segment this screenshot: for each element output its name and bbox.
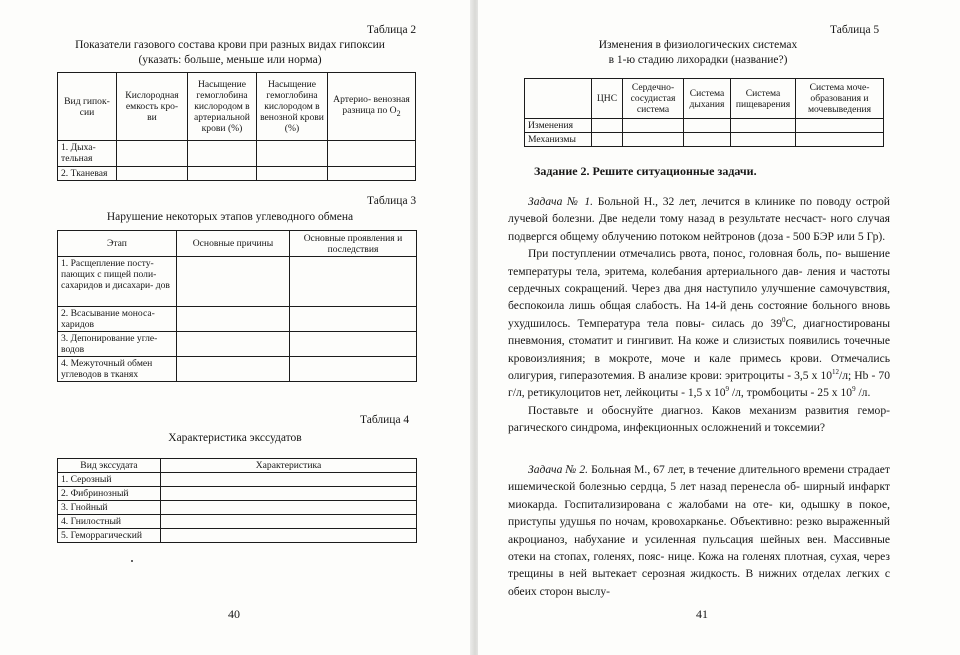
task-heading: Задание 2. Решите ситуационные задачи.: [534, 164, 757, 178]
table5: [524, 78, 884, 147]
table5-cell[interactable]: [731, 119, 796, 133]
table3-cell[interactable]: [177, 332, 290, 357]
table5-corner: [525, 79, 592, 119]
table2-header-text: Артерио- венозная разница по O: [333, 94, 410, 117]
table5-header: Система пищеварения: [731, 79, 796, 119]
task2-label: Задача № 2.: [528, 463, 589, 476]
table3-row-label: 2. Всасывание моноса- харидов: [58, 307, 177, 332]
table3-cell[interactable]: [290, 357, 417, 382]
table4-row-label: 2. Фибринозный: [58, 487, 161, 501]
table5-cell[interactable]: [623, 133, 684, 147]
table2-cell[interactable]: [328, 141, 416, 167]
table5-cell[interactable]: [796, 119, 884, 133]
table2-cell[interactable]: [117, 141, 188, 167]
table2-header: Насыщение гемоглобина кислородом в венозной крови (%): [257, 73, 328, 141]
table5-caption: Таблица 5: [830, 24, 880, 36]
table3-row-label: 3. Депонирование угле- водов: [58, 332, 177, 357]
table3-cell[interactable]: [177, 257, 290, 307]
table3-header: Основные проявления и последствия: [290, 231, 417, 257]
table5-cell[interactable]: [592, 119, 623, 133]
task1-paragraph2: При поступлении отмечались рвота, понос, головная боль, по- вышение температуры тела, эритема, колебания артериального дав- ления и частоты сердечных сокращений. Через два дня наступило улучшение самочувствия, беспокоила лишь общая слабость. На 14-й день состояние больного вновь ухудшилось. Температура тела повы- силась до 39: [508, 247, 890, 330]
table4-cell[interactable]: [161, 529, 417, 543]
table5-row-label: Механизмы: [525, 133, 592, 147]
table4-caption: Таблица 4: [360, 414, 410, 426]
table2-cell[interactable]: [257, 141, 328, 167]
table2-header-o2: [328, 73, 416, 141]
task1-label: Задача № 1.: [528, 195, 594, 208]
table4-header: Вид экссудата: [58, 459, 161, 473]
table3-cell[interactable]: [177, 307, 290, 332]
table3-title: Нарушение некоторых этапов углеводного обмена: [106, 211, 354, 223]
task1-paragraph2-cont: /л, тромбоциты - 25 х 10: [729, 386, 853, 400]
table2-title: [50, 38, 410, 68]
table2-cell[interactable]: [328, 167, 416, 181]
table2-title-line1: Показатели газового состава крови при разных видах гипоксии: [75, 39, 385, 51]
table4-cell[interactable]: [161, 515, 417, 529]
table2-cell[interactable]: [188, 167, 257, 181]
table2-cell[interactable]: [117, 167, 188, 181]
table3-cell[interactable]: [290, 307, 417, 332]
task1-paragraph2-cont: С, диагностированы пневмония, стоматит и гингивит. На коже и слизистых появились точечные кровоизлияния; в мокроте, моче и кале примесь крови. Отмечались олигурия, гиперазотемия. В анализе крови: эритроциты - 3,5 х 10: [508, 316, 890, 383]
table5-cell[interactable]: [796, 133, 884, 147]
exp9-sup: 9: [852, 385, 856, 394]
o2-subscript: 2: [396, 108, 401, 118]
exp9-sup: 9: [725, 385, 730, 394]
table4-header: Характеристика: [161, 459, 417, 473]
task2-paragraph: Больная М., 67 лет, в течение длительного времени страдает ишемической болезнью сердца, 5 лет назад перенесла об- ширный инфаркт миокарда. Госпитализирована с жалобами на оте- ки, одышку в покое, приступы удушья по ночам, кровохарканье. Объективно: резко выраженный акроцианоз, набухание и усиленная пульсация шейных вен. Массивные отеки на стопах, голенях, пояс- нице. Кожа на голенях плотная, сухая, через трещины в ней вытекает серозная жидкость. В нижних отделах легких с обеих сторон выслу-: [508, 463, 890, 598]
exp12-sup: 12: [832, 368, 840, 377]
table5-header: Система дыхания: [684, 79, 731, 119]
table4-cell[interactable]: [161, 487, 417, 501]
table2-header: Кислородная емкость кро- ви: [117, 73, 188, 141]
degree-sup: 0: [782, 315, 786, 324]
task1-question: Поставьте и обоснуйте диагноз. Каков механизм развития гемор- рагического синдрома, инфекционных осложнений и токсемии?: [508, 403, 890, 435]
table5-header: ЦНС: [592, 79, 623, 119]
table5-header: Сердечно- сосудистая система: [623, 79, 684, 119]
table5-cell[interactable]: [623, 119, 684, 133]
speck-mark: [131, 560, 133, 562]
page-number-right: 41: [696, 607, 708, 621]
task1-paragraph2-end: /л.: [855, 386, 871, 400]
table5-cell[interactable]: [684, 119, 731, 133]
table3-caption: Таблица 3: [367, 195, 417, 207]
table4: [57, 458, 417, 543]
table4-cell[interactable]: [161, 473, 417, 487]
table5-cell[interactable]: [731, 133, 796, 147]
task2-text: [508, 461, 890, 600]
table5-header: Система моче- образования и мочевыведения: [796, 79, 884, 119]
table2-row-label: 2. Тканевая: [58, 167, 117, 181]
table5-title-line1: Изменения в физиологических системах: [598, 39, 798, 51]
table4-cell[interactable]: [161, 501, 417, 515]
table4-row-label: 3. Гнойный: [58, 501, 161, 515]
table2-title-line2: (указать: больше, меньше или норма): [138, 54, 322, 66]
table2-row-label: 1. Дыха- тельная: [58, 141, 117, 167]
table3-cell[interactable]: [177, 357, 290, 382]
task1-paragraph2-cont: /л; Hb - 70 г/л, ретикулоцитов нет, лейкоциты - 1,5 х 10: [508, 369, 890, 400]
table3-row-label: 1. Расщепление посту- пающих с пищей поли- сахаридов и дисахари- дов: [58, 257, 177, 307]
table5-title-line2: в 1-ю стадию лихорадки (название?): [608, 54, 788, 66]
table4-row-label: 5. Геморрагический: [58, 529, 161, 543]
table3-cell[interactable]: [290, 257, 417, 307]
task1-paragraph1: Больной Н., 32 лет, лечится в клинике по поводу острой лучевой болезни. Две недели тому назад в результате несчаст- ного случая подвергся общему облучению потоком нейтронов (доза - 500 БЭР или 5 Гр).: [508, 195, 890, 243]
page-number-left: 40: [228, 607, 240, 621]
table2-cell[interactable]: [257, 167, 328, 181]
table4-title: Характеристика экссудатов: [168, 432, 302, 444]
table2-cell[interactable]: [188, 141, 257, 167]
right-page: [478, 0, 960, 655]
table3: [57, 230, 417, 382]
table5-row-label: Изменения: [525, 119, 592, 133]
table3-row-label: 4. Межуточный обмен углеводов в тканях: [58, 357, 177, 382]
table3-header: Основные причины: [177, 231, 290, 257]
task1-text: [508, 193, 890, 437]
table2-caption: Таблица 2: [367, 24, 417, 36]
table3-header: Этап: [58, 231, 177, 257]
table5-cell[interactable]: [684, 133, 731, 147]
table5-title: [578, 38, 818, 68]
left-page: [0, 0, 472, 655]
table3-cell[interactable]: [290, 332, 417, 357]
table2: [57, 72, 416, 181]
table2-header: Насыщение гемоглобина кислородом в артериальной крови (%): [188, 73, 257, 141]
table4-row-label: 4. Гнилостный: [58, 515, 161, 529]
table5-cell[interactable]: [592, 133, 623, 147]
table4-row-label: 1. Серозный: [58, 473, 161, 487]
table2-header: Вид гипок- сии: [58, 73, 117, 141]
